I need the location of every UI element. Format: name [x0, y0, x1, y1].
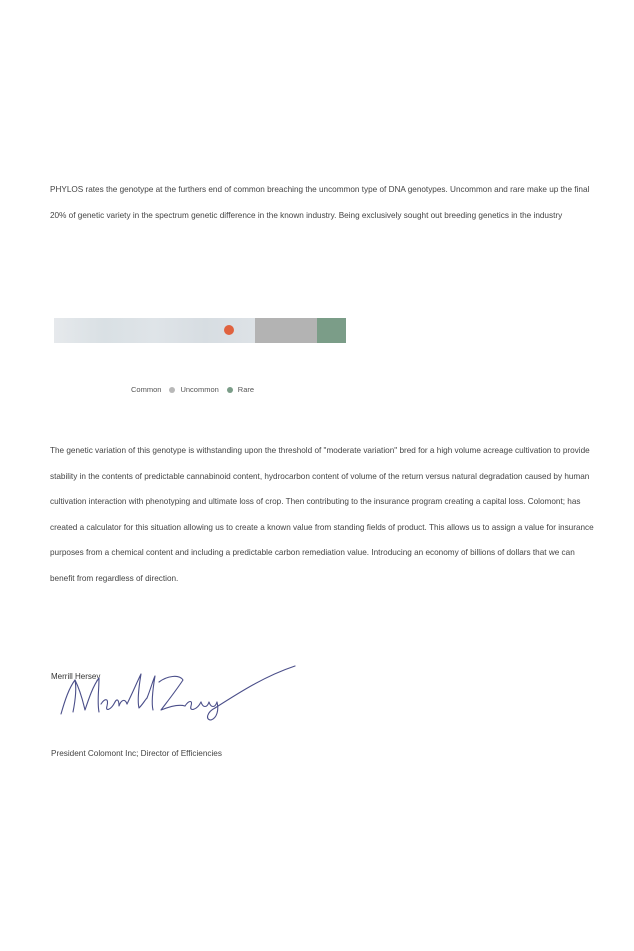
- legend-item-common: [131, 385, 161, 394]
- legend-label-uncommon: Uncommon: [180, 385, 219, 394]
- genetic-rarity-spectrum-bar: [54, 318, 346, 343]
- handwritten-signature: [55, 662, 300, 722]
- legend-dot-uncommon-icon: [169, 387, 175, 393]
- spectrum-segment-uncommon: [255, 318, 316, 343]
- signer-name: Merrill Hersey: [51, 672, 101, 681]
- spectrum-legend: [131, 385, 254, 394]
- legend-label-rare: Rare: [237, 385, 255, 394]
- signer-title: President Colomont Inc; Director of Efficiencies: [51, 749, 222, 758]
- legend-label-common: Common: [131, 385, 162, 394]
- legend-dot-rare-icon: [227, 387, 233, 393]
- legend-item-rare: [227, 385, 254, 394]
- legend-item-uncommon: [169, 385, 218, 394]
- genetic-variation-paragraph: The genetic variation of this genotype is withstanding upon the threshold of "moderate variation" bred for a high volume acreage cultivation to provide stability in the contents of predictable cannabinoid content, hydrocarbon content of volume of the return versus natural degradation caused by human cultivation interaction with phenotyping and ultimate loss of crop. Then contributing to the insurance program creating a capital loss. Colomont; has created a calculator for this situation allowing us to create a known value from standing fields of product. This allows us to assign a value for insurance purposes from a chemical content and including a predictable carbon remediation value. Introducing an economy of billions of dollars that we can benefit from regardless of direction.: [50, 446, 594, 583]
- intro-paragraph: PHYLOS rates the genotype at the furthers end of common breaching the uncommon type of DNA genotypes. Uncommon and rare make up the final 20% of genetic variety in the spectrum genetic difference in the known industry. Being exclusively sought out breeding genetics in the industry: [50, 185, 590, 220]
- spectrum-segment-rare: [317, 318, 346, 343]
